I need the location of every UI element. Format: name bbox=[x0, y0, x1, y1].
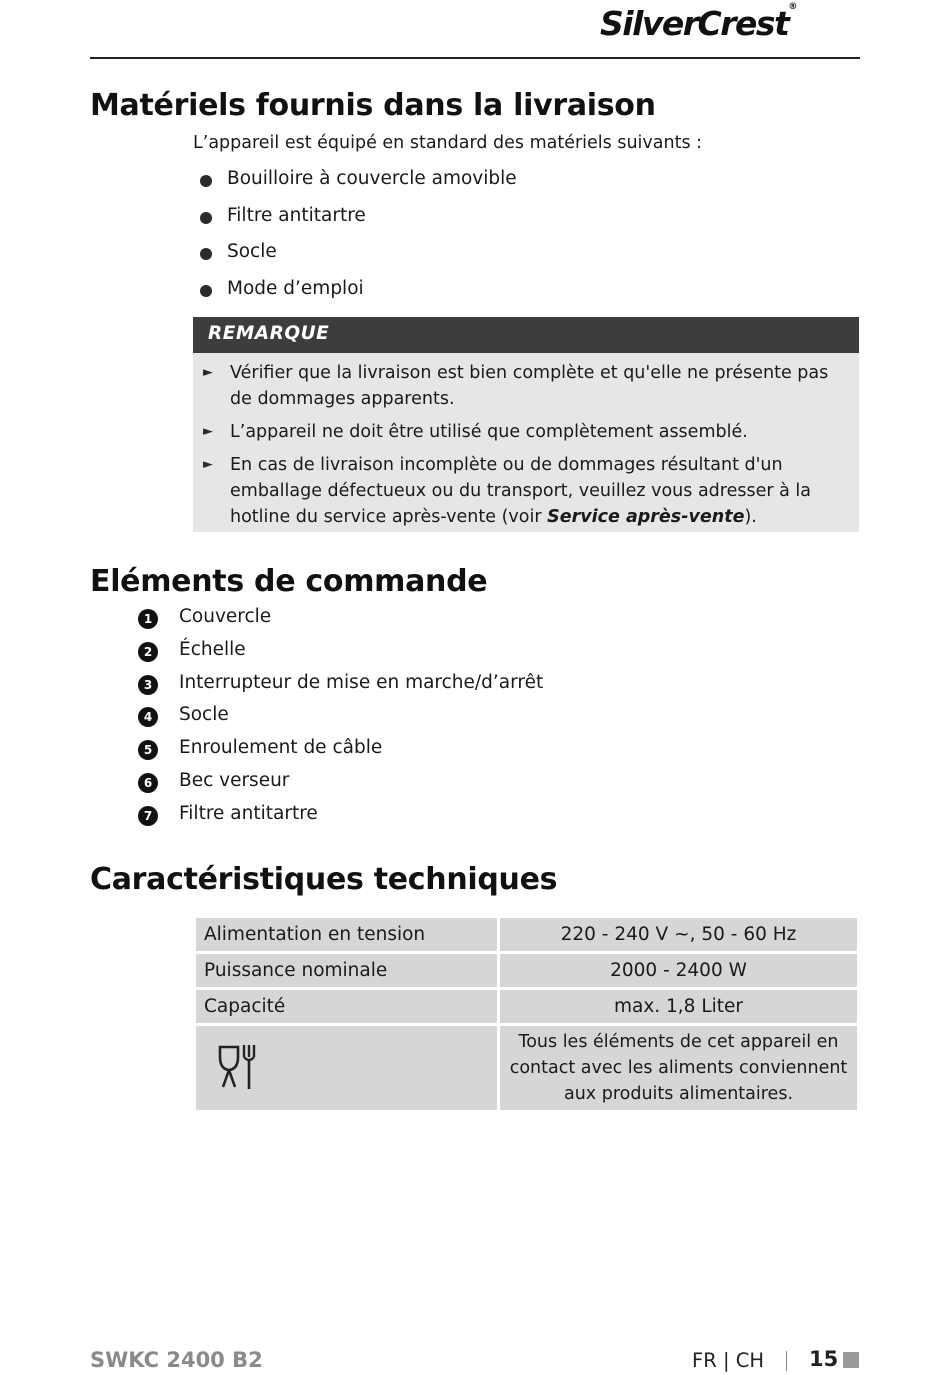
arrow-right-icon: ► bbox=[203, 424, 213, 439]
list-item: 6 Bec verseur bbox=[138, 770, 543, 803]
table-row bbox=[196, 1026, 857, 1110]
number-badge-icon: 7 bbox=[138, 806, 158, 826]
number-badge-icon: 4 bbox=[138, 707, 158, 727]
spec-value: 2000 - 2400 W bbox=[500, 954, 857, 987]
header-rule bbox=[90, 57, 860, 59]
page-number: 15 bbox=[809, 1347, 839, 1371]
list-item: 2 Échelle bbox=[138, 639, 543, 672]
footer-language: FR | CH bbox=[692, 1349, 765, 1372]
section-title-specs: Caractéristiques techniques bbox=[90, 862, 558, 897]
spec-key: Puissance nominale bbox=[196, 954, 497, 987]
list-item: Filtre antitartre bbox=[200, 205, 517, 242]
bullet-icon bbox=[200, 175, 212, 187]
table-row bbox=[196, 918, 857, 951]
spec-value: max. 1,8 Liter bbox=[500, 990, 857, 1023]
note-title: REMARQUE bbox=[208, 323, 330, 344]
bullet-icon bbox=[200, 285, 212, 297]
list-item: Socle bbox=[200, 241, 517, 278]
list-item: Bouilloire à couvercle amovible bbox=[200, 168, 517, 205]
arrow-right-icon: ► bbox=[203, 457, 213, 472]
spec-key bbox=[196, 1026, 497, 1110]
controls-list bbox=[138, 606, 543, 836]
section-title-delivery: Matériels fournis dans la livraison bbox=[90, 88, 656, 123]
number-badge-icon: 3 bbox=[138, 675, 158, 695]
footer-divider bbox=[786, 1351, 787, 1371]
bullet-icon bbox=[200, 248, 212, 260]
list-item: 7 Filtre antitartre bbox=[138, 803, 543, 836]
delivery-list bbox=[200, 168, 517, 314]
delivery-intro: L’appareil est équipé en standard des matériels suivants : bbox=[193, 133, 703, 153]
arrow-right-icon: ► bbox=[203, 365, 213, 380]
number-badge-icon: 6 bbox=[138, 773, 158, 793]
section-title-controls: Eléments de commande bbox=[90, 564, 488, 599]
list-item: 1 Couvercle bbox=[138, 606, 543, 639]
bullet-icon bbox=[200, 212, 212, 224]
spec-key: Alimentation en tension bbox=[196, 918, 497, 951]
number-badge-icon: 1 bbox=[138, 609, 158, 629]
footer-model: SWKC 2400 B2 bbox=[90, 1348, 263, 1372]
glass-fork-food-safe-icon bbox=[216, 1043, 266, 1093]
spec-value: 220 - 240 V ~, 50 - 60 Hz bbox=[500, 918, 857, 951]
square-marker-icon bbox=[843, 1352, 859, 1368]
note-item: ► En cas de livraison incomplète ou de dommages résultant d'un emballage défectueux ou du transport, veuillez vous adresser à la hotline du service après-vente (voir Service après-vente). bbox=[203, 452, 843, 530]
specs-table bbox=[193, 915, 860, 1113]
note-item: ► Vérifier que la livraison est bien complète et qu'elle ne présente pas de dommages apparents. bbox=[203, 360, 843, 412]
spec-key: Capacité bbox=[196, 990, 497, 1023]
list-item: 4 Socle bbox=[138, 704, 543, 737]
note-list bbox=[203, 360, 843, 537]
food-safe-text: Tous les éléments de cet appareil en contact avec les aliments conviennent aux produits alimentaires. bbox=[500, 1026, 857, 1110]
list-item: 3 Interrupteur de mise en marche/d’arrêt bbox=[138, 672, 543, 705]
brand-logo: SilverCrest® bbox=[600, 2, 798, 43]
list-item: Mode d’emploi bbox=[200, 278, 517, 315]
service-link-text: Service après-vente bbox=[547, 507, 745, 527]
note-item: ► L’appareil ne doit être utilisé que complètement assemblé. bbox=[203, 419, 843, 445]
table-row bbox=[196, 990, 857, 1023]
number-badge-icon: 5 bbox=[138, 740, 158, 760]
list-item: 5 Enroulement de câble bbox=[138, 737, 543, 770]
number-badge-icon: 2 bbox=[138, 642, 158, 662]
table-row bbox=[196, 954, 857, 987]
